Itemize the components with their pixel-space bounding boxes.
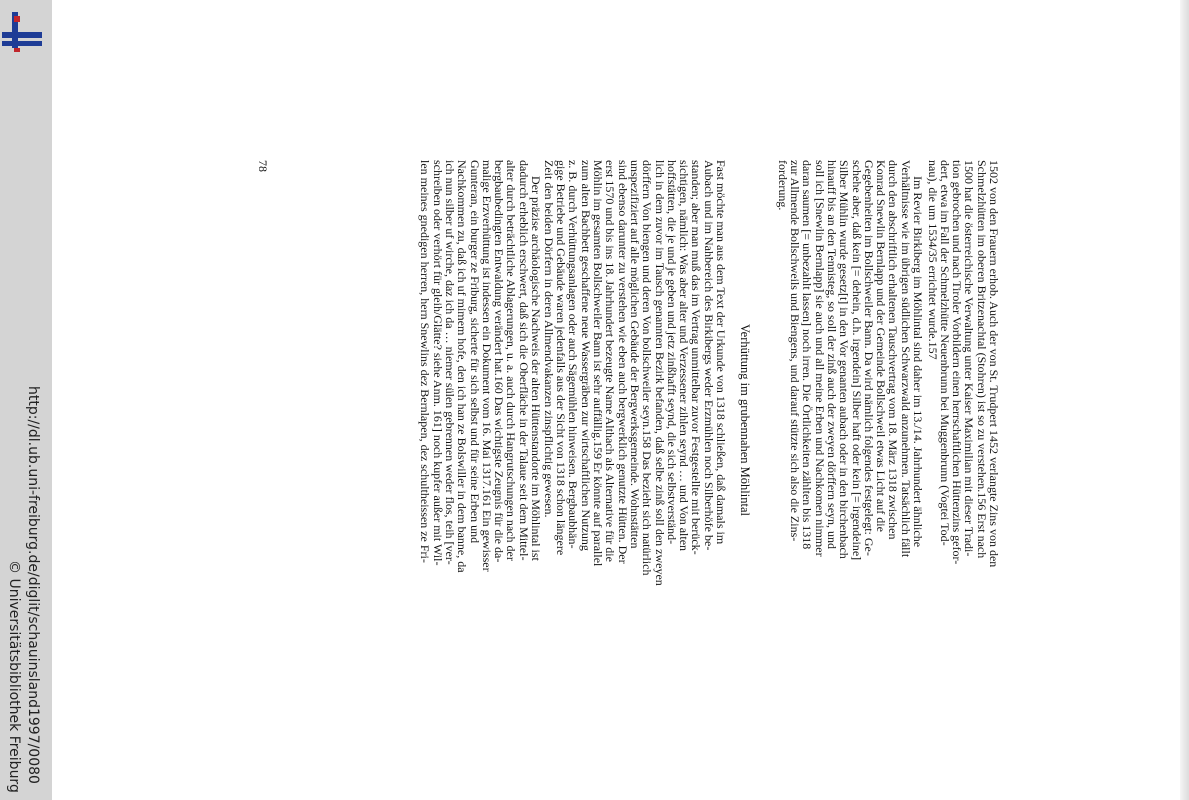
text-line: tion gebrochen und nach Tiroler Vorbildern einen herrschaftlichen Hüttenzins gefor-: [950, 160, 965, 565]
page-edge: [1180, 0, 1189, 800]
text-line: hinauff bis an den Tennisteg, so soll der zinß auch der zweyen dörffern seyn, und: [824, 160, 839, 550]
text-line: Nachkommen zu, daß ich uf mimem hofe, den ich han ze Bolswiller in dem banne, da: [455, 160, 470, 573]
text-line: Zeit den beiden Dörfern in deren Allmendvakanzen zinspflichtig gewesen.: [541, 160, 556, 518]
viewer-sidebar: [0, 0, 52, 800]
text-line: dörffern Von biengen und deren Von bollschweiler seyn.158 Das bezieht sich natürlich: [640, 160, 655, 576]
text-line: Im Revier Birkiberg im Möhlintal sind daher im 13./14. Jahrhundert ähnliche: [911, 176, 925, 548]
paragraph-2: [776, 160, 924, 680]
text-line: 1502 von den Frauern erhob. Auch der von St. Trudpert 1452 verlangte Zins von den: [987, 160, 1001, 568]
paragraph-3: [543, 160, 727, 680]
copyright-notice: © Universitätsbibliothek Freiburg: [6, 560, 22, 793]
text-line: Silber Mühlin wurde gesetz[t] in den Vor genanten aubach oder in den birchenbach: [837, 160, 852, 559]
scanned-page: [240, 160, 1000, 680]
text-line: Gegebenheiten im Bollschweiler Bann. Da wird nämlich folgendes festgelegt: Ge-: [861, 160, 876, 556]
text-line: schreiben oder verhört für gleih/Glätte? siehe Anm. 161] noch kupfer außer mit Wil-: [430, 160, 445, 566]
document-url[interactable]: http://dl.ub.uni-freiburg.de/diglit/schauinsland1997/0080: [25, 386, 41, 784]
text-line: Der präzise archäologische Nachweis der alten Hüttenstandorte im Möhlintal ist: [529, 176, 543, 561]
text-line: lich in dem zuvor im Tausch genannten Bezirk befanden, daß selbe zinß soll den zweyen: [652, 160, 667, 586]
text-line: gige Betriebe und Gebäude waren jedenfalls aus der Sicht von 1318 schon längere: [554, 160, 569, 556]
text-line: len meines gnedigen herren, hern Snewlins dez Bernlapen, dez schultheissen ze Fri-: [418, 160, 433, 563]
text-line: dert, etwa im Fall der Schmelzhütte Neuenbrunn bei Muggenbrunn (Vogtei Tod-: [937, 160, 952, 546]
text-line: dadurch erheblich erschwert, daß sich die Oberfläche in der Talaue seit dem Mittel-: [516, 160, 531, 561]
text-line: Konrad Snewlin Bernlapp und der Gemeinde Bollschweil etwas Licht auf die: [874, 160, 889, 532]
text-line: schehe aber, daß kein [= dehein, d.h. irgendein] Silber haft oder kein [= irgendeine]: [849, 160, 864, 561]
text-line: hoffstätten, die je und je geben und jetz zinßhafft seynd, die sich selbstverständ-: [664, 160, 679, 545]
page-number: 78: [256, 160, 270, 172]
text-line: alter durch beträchtliche Ablagerungen, u. a. auch durch Hangrutschungen nach der: [504, 160, 519, 561]
text-line: soll ich [Snewlin Bernlapp] sie auch und all meine Erben und Nachkomen nimmer: [812, 160, 827, 557]
text-line: Aubach und im Nahbereich des Birkibergs weder Erzmühlen noch Silberhöfe be-: [701, 160, 716, 551]
text-line: Verhältnisse wie im übrigen südlichen Schwarzwald anzunehmen. Tatsächlich fällt: [898, 160, 913, 558]
text-line: Schmelzhütten im oberen Britzenachtal (Stohren) ist so zu verstehen.156 Erst nach: [974, 160, 989, 559]
text-line: sind ebenso darunter zu verstehen wie eben auch bergwerklich genutzte Hütten. Der: [615, 160, 630, 564]
paragraph-4: [419, 160, 542, 680]
text-line: erst 1570 und bis ins 18. Jahrhundert bezeugte Name Althach als Alternative für die: [603, 160, 618, 562]
text-line: sichtigen, nämlich: Was aber alter und Verzessener zihlen seynd … und Von alten: [677, 160, 692, 552]
text-line: ich nun silber uf wirche, daz ich da … niemer sülen gebrennen weder flos, teih [ver-: [442, 160, 457, 565]
text-line: zur Allmende Bollschweils und Biengens, und darauf stützte sich also die Zins-: [788, 160, 803, 542]
text-line: forderung.: [775, 160, 790, 211]
text-line: daran saumen [= unbezahlt lassen] noch irren. Die Örtlichkeiten zählten bis 1318: [800, 160, 815, 550]
text-line: durch den abschriftlich erhaltenen Tauschvertrag vom 18. März 1318 zwischen: [886, 160, 901, 540]
text-line: z. B. durch Verhüttungsanlagen oder auch Sägemühlen hinweisen. Bergbaubhän-: [566, 160, 581, 549]
text-line: Möhlin im gesamten Bollschweiler Bann ist sehr auffällig.159 Er könnte auf parallel: [591, 160, 606, 567]
text-line: malige Erzverhüttung ist indessen ein Dokument vom 16. Mai 1317.161 Ein gewisser: [479, 160, 494, 572]
text-line: zum alten Bachbett geschaffene neue Wassergräben zur wirtschaftlichen Nutzung: [578, 160, 593, 551]
text-line: standen; aber man muß das im Vertrag unmittelbar zuvor Festgestellte mit berück-: [689, 160, 704, 555]
text-line: Gunteran, ein burger ze Friburg, sicherte für sich selbst und für seine Erben und: [467, 160, 482, 544]
text-line: unspezifiziert auf alle möglichen Gebäude der Bergwerksgemeinde. Wohnstätten: [627, 160, 642, 549]
text-line: nau), die um 1534/35 errichtet wurde.157: [925, 160, 940, 360]
text-line: bergbaubedingten Entwaldung verändert hat.160 Das wichtigste Zeugnis für die da-: [492, 160, 507, 563]
intro-paragraph: [926, 160, 1000, 680]
section-heading: Verhüttung im grubennahen Möhlintal: [738, 324, 752, 516]
text-line: Fast möchte man aus dem Text der Urkunde von 1318 schließen, daß damals im: [714, 160, 728, 545]
text-line: 1500 hat die österreichische Verwaltung unter Kaiser Maximilian mit dieser Tradi-: [962, 160, 977, 557]
